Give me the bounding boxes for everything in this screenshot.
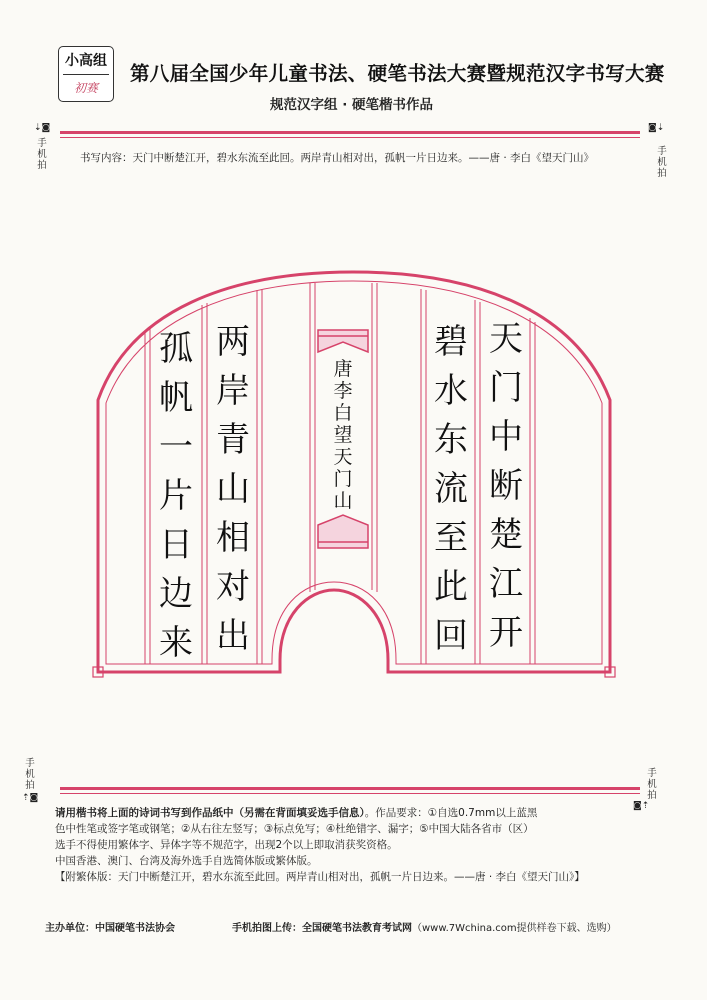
requirements-text: 。作品要求：①自选0.7mm以上蓝黑 bbox=[364, 807, 538, 819]
requirements bbox=[55, 805, 655, 885]
requirements-line-4: 中国香港、澳门、台湾及海外选手自选简体版或繁体版。 bbox=[55, 855, 318, 867]
upload-heading: 手机拍图上传：全国硬笔书法教育考试网 bbox=[232, 923, 412, 934]
stage-label: 初赛 bbox=[73, 81, 98, 95]
side-note-right-bottom: 手机拍 bbox=[647, 768, 657, 801]
camera-icon: ⇣◙ bbox=[34, 123, 51, 133]
page-subtitle: 规范汉字组 · 硬笔楷书作品 bbox=[270, 97, 434, 113]
requirements-heading: 请用楷书将上面的诗词书写到作品纸中（另需在背面填妥选手信息） bbox=[55, 807, 365, 819]
content-line: 书写内容：天门中断楚江开，碧水东流至此回。两岸青山相对出，孤帆一片日边来。——唐 · 李白《望天门山》 bbox=[80, 152, 595, 164]
poem-column-2: 碧水东流至此回 bbox=[434, 322, 468, 656]
upload-info bbox=[232, 919, 617, 934]
group-label: 小高组 bbox=[65, 53, 107, 69]
organizer: 主办单位：中国硬笔书法协会 bbox=[45, 923, 175, 934]
attribution-column: 唐李白望天门山 bbox=[333, 358, 353, 512]
poem-column-3: 两岸青山相对出 bbox=[216, 322, 250, 656]
camera-icon: ⇡◙ bbox=[22, 793, 39, 803]
page-title: 第八届全国少年儿童书法、硬笔书法大赛暨规范汉字书写大赛 bbox=[130, 62, 665, 85]
requirements-line-1 bbox=[55, 805, 655, 821]
requirements-line-3: 选手不得使用繁体字、异体字等不规范字，出现2个以上即取消获奖资格。 bbox=[55, 839, 398, 851]
requirements-line-2: 色中性笔或签字笔或钢笔；②从右往左竖写；③标点免写；④杜绝错字、漏字；⑤中国大陆各省市（区） bbox=[55, 823, 534, 835]
upload-site: （www.7Wchina.com提供样卷下载、选购） bbox=[412, 923, 617, 934]
side-note-left-bottom: 手机拍 bbox=[25, 758, 35, 791]
poem-column-4: 孤帆一片日边来 bbox=[159, 329, 193, 663]
side-note-left-top: 手机拍 bbox=[37, 138, 47, 171]
requirements-line-5: 【附繁体版：天门中断楚江开，碧水东流至此回。两岸青山相对出，孤帆一片日边来。——唐 · 李白《望天门山》】 bbox=[55, 871, 585, 883]
camera-icon: ◙⇣ bbox=[648, 123, 665, 133]
poem-column-1: 天门中断楚江开 bbox=[489, 319, 523, 653]
side-note-right-top: 手机拍 bbox=[657, 146, 667, 179]
bottom-rule bbox=[60, 787, 640, 790]
camera-icon: ◙⇡ bbox=[633, 801, 650, 811]
bottom-rule-thin bbox=[60, 793, 640, 794]
